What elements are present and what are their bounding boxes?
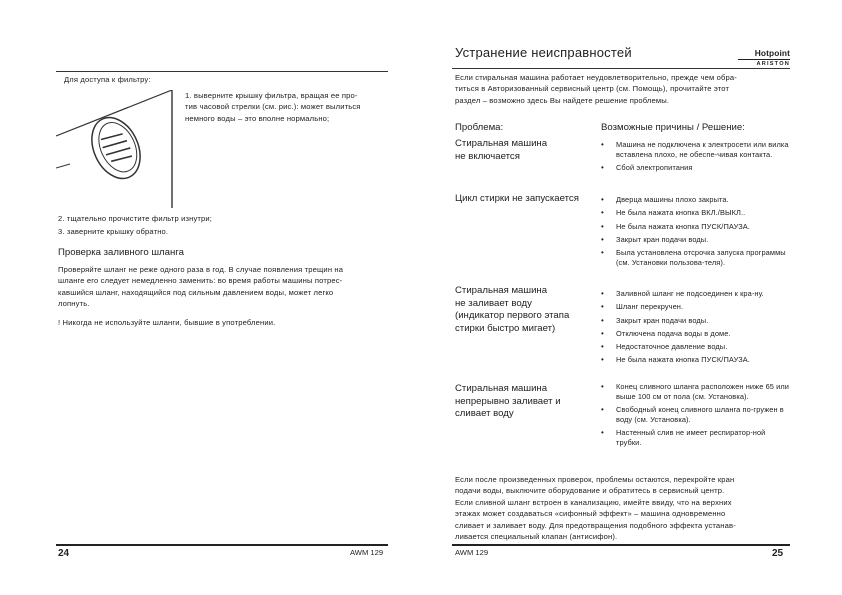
- cause-item: • Не была нажата кнопка ПУСК/ПАУЗА.: [600, 355, 790, 365]
- intro-text: [455, 72, 790, 106]
- hose-check-line: Проверяйте шланг не реже одного раза в год. В случае появления трещин на: [58, 265, 344, 274]
- problem-line: не заливает воду: [455, 297, 532, 309]
- cause-item: • Заливной шланг не подсоединен к кра-ну.: [600, 289, 790, 299]
- filter-illustration: [56, 90, 180, 212]
- cause-item: • Конец сливного шланга расположен ниже 65 или выше 100 см от пола (см. Установка).: [600, 382, 790, 402]
- brand-logo-hotpoint: Hotpoint: [754, 48, 790, 58]
- causes-row-4: [600, 382, 790, 452]
- causes-row-1: [600, 140, 790, 177]
- problem-line: Цикл стирки не запускается: [455, 193, 579, 204]
- left-top-rule: [56, 71, 388, 72]
- problem-line: сливает воду: [455, 408, 514, 420]
- cause-item: • Дверца машины плохо закрыта.: [600, 195, 790, 205]
- intro-line: раздел – возможно здесь Вы найдете решение проблемы.: [455, 95, 670, 105]
- column-header-causes: Возможные причины / Решение:: [601, 122, 745, 133]
- right-bottom-rule: [452, 544, 790, 546]
- page-title: Устранение неисправностей: [455, 45, 632, 60]
- brand-logo-ariston: ARISTON: [738, 59, 790, 67]
- problem-line: стирки быстро мигает): [455, 322, 556, 334]
- footer-line: ливается специальный клапан (антисифон).: [455, 532, 618, 542]
- cause-item: • Машина не подключена к электросети или вилка вставлена плохо, не обеспе-чивая контакта.: [600, 140, 790, 160]
- step-1-line: немного воды – это вполне нормально;: [185, 113, 330, 123]
- step-1-line: тив часовой стрелки (см. рис.): может вылиться: [185, 102, 361, 112]
- problem-line: Стиральная машина: [455, 285, 548, 296]
- step-3: 3. заверните крышку обратно.: [58, 227, 169, 236]
- hose-check-heading: Проверка заливного шланга: [58, 247, 184, 258]
- footer-note: [455, 474, 790, 542]
- model-right: AWM 129: [455, 548, 489, 557]
- hose-check-line: лопнуть.: [58, 299, 90, 309]
- hose-check-text: [58, 264, 390, 310]
- causes-row-2: [600, 195, 790, 271]
- cause-item: • Не была нажата кнопка ПУСК/ПАУЗА.: [600, 222, 790, 232]
- step-2: 2. тщательно прочистите фильтр изнутри;: [58, 214, 213, 223]
- cause-item: • Свободный конец сливного шланга по-гружен в воду (см. Установка).: [600, 405, 790, 425]
- hose-warning: ! Никогда не используйте шланги, бывшие в употреблении.: [58, 318, 276, 327]
- problem-row-2: [455, 193, 595, 206]
- footer-line: сливает и заливает воду. Для предотвращения подобного эффекта устанав-: [455, 520, 736, 530]
- causes-row-3: [600, 289, 790, 369]
- problem-row-3: [455, 285, 595, 335]
- step-1-line: 1. выверните крышку фильтра, вращая ее про-: [185, 91, 358, 100]
- footer-line: этажах может создаваться «сифонный эффект» – машина одновременно: [455, 509, 726, 519]
- cause-item: • Закрыт кран подачи воды.: [600, 316, 790, 326]
- cause-item: • Не была нажата кнопка ВКЛ./ВЫКЛ..: [600, 208, 790, 218]
- footer-line: Если после произведенных проверок, проблемы остаются, перекройте кран: [455, 475, 735, 484]
- cause-item: • Была установлена отсрочка запуска программы (см. Установки пользова-теля).: [600, 248, 790, 268]
- filter-access-label: Для доступа к фильтру:: [64, 75, 151, 84]
- problem-row-4: [455, 383, 595, 421]
- page-number-left: 24: [58, 548, 70, 559]
- model-left: AWM 129: [350, 548, 384, 557]
- cause-item: • Отключена подача воды в доме.: [600, 329, 790, 339]
- column-header-problem: Проблема:: [455, 122, 504, 133]
- hose-check-line: кавшийся шланг, находящийся под сильным давлением воды, может легко: [58, 287, 334, 297]
- problem-line: не включается: [455, 150, 520, 162]
- left-bottom-rule: [56, 544, 388, 546]
- footer-line: Если сливной шланг встроен в канализацию, имейте ввиду, что на верхних: [455, 497, 732, 507]
- hose-check-line: шланге его следует немедленно заменить: во время работы машины потрес-: [58, 276, 343, 286]
- problem-line: Стиральная машина: [455, 383, 548, 394]
- intro-line: Если стиральная машина работает неудовлетворительно, прежде чем обра-: [455, 73, 737, 82]
- problem-row-1: [455, 138, 595, 163]
- brand-logo: [738, 48, 790, 67]
- intro-line: титься в Авторизованный сервисный центр (см. Помощь), прочитайте этот: [455, 84, 730, 94]
- cause-item: • Шланг перекручен.: [600, 302, 790, 312]
- cause-item: • Настенный слив не имеет респиратор-ной трубки.: [600, 428, 790, 448]
- cause-item: • Сбой электропитания: [600, 163, 790, 173]
- problem-line: Стиральная машина: [455, 138, 548, 149]
- problem-line: (индикатор первого этапа: [455, 310, 570, 322]
- cause-item: • Недостаточное давление воды.: [600, 342, 790, 352]
- problem-line: непрерывно заливает и: [455, 395, 561, 407]
- right-top-rule: [452, 68, 790, 69]
- cause-item: • Закрыт кран подачи воды.: [600, 235, 790, 245]
- footer-line: подачи воды, выключите оборудование и обратитесь в сервисный центр.: [455, 486, 725, 496]
- step-1: [185, 90, 385, 124]
- page-number-right: 25: [772, 548, 784, 559]
